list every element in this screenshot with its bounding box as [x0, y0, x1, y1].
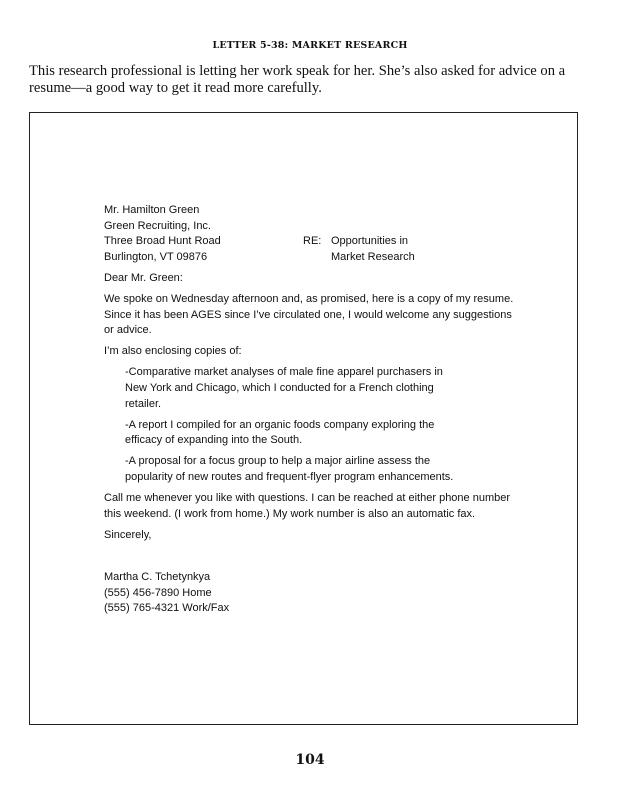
re-label: RE:	[303, 235, 322, 247]
page-number: 104	[295, 752, 325, 768]
page-title: LETTER 5-38: MARKET RESEARCH	[212, 40, 408, 51]
recipient-line: Green Recruiting, Inc.	[104, 219, 211, 232]
signature-block	[104, 570, 524, 617]
signature-name: Martha C. Tchetynkya	[104, 571, 211, 584]
re-subject-line: Market Research	[331, 250, 415, 263]
salutation: Dear Mr. Green:	[104, 271, 183, 284]
re-subject	[331, 234, 415, 265]
paragraph: Call me whenever you like with questions. I can be reached at either phone number this weekend. (I work from home.) My work number is also an automatic fax.	[104, 492, 511, 520]
recipient-address	[104, 203, 524, 265]
letter-body	[104, 203, 524, 623]
intro-text: This research professional is letting her work speak for her. She’s also asked for advice on a resume—a good way to get it read more carefully.	[29, 63, 566, 96]
home-phone: (555) 456-7890 Home	[104, 586, 212, 599]
closing: Sincerely,	[104, 528, 152, 541]
enclosure-item: -A proposal for a focus group to help a major airline assess the popularity of new routes and frequent-flyer program enhancements.	[125, 455, 454, 483]
work-phone: (555) 765-4321 Work/Fax	[104, 602, 230, 615]
enclosure-item: -A report I compiled for an organic foods company exploring the efficacy of expanding into the South.	[125, 418, 435, 447]
re-subject-line: Opportunities in	[331, 235, 409, 247]
paragraph: We spoke on Wednesday afternoon and, as promised, here is a copy of my resume. Since it has been AGES since I’ve circulated one, I would welcome any suggestions or advice.	[104, 292, 514, 337]
paragraph: I’m also enclosing copies of:	[104, 345, 242, 358]
recipient-line: Burlington, VT 09876	[104, 250, 208, 263]
enclosure-item: -Comparative market analyses of male fine apparel purchasers in New York and Chicago, which I conducted for a French clothing retailer.	[125, 366, 443, 410]
recipient-line: Three Broad Hunt Road	[104, 235, 221, 248]
recipient-line: Mr. Hamilton Green	[104, 204, 200, 216]
